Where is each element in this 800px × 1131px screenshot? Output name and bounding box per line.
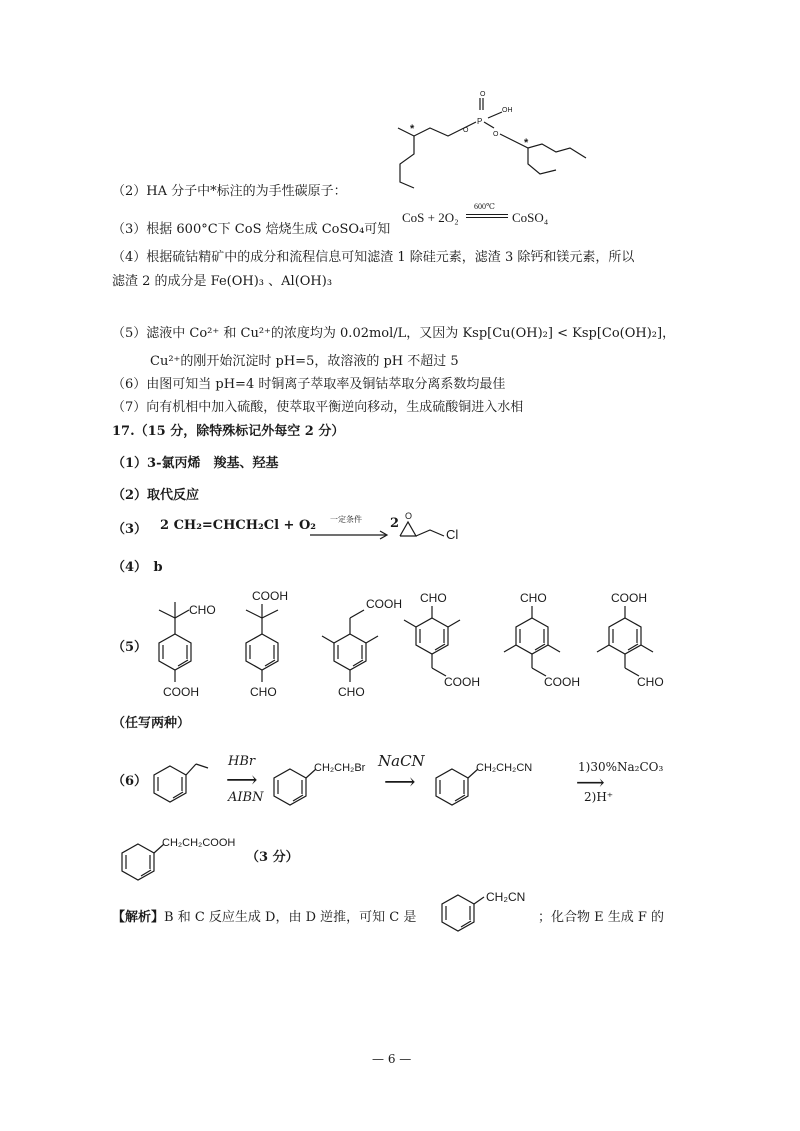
reagent-na2co3: 1)30%Na₂CO₃ <box>578 760 664 774</box>
epichlorohydrin-structure <box>398 508 478 548</box>
q17-part3-label: （3） <box>112 522 148 537</box>
reagent-aibn: AIBN <box>228 790 264 805</box>
isomer-1 <box>145 588 235 698</box>
bromo-group-label: CH₂CH₂Br <box>314 762 366 774</box>
analysis-text-2: ；化合物 E 生成 F 的 <box>538 910 665 925</box>
cho-label: CHO <box>250 685 277 699</box>
page-number: — 6 — <box>372 1052 412 1066</box>
cho-label: CHO <box>189 603 216 617</box>
nitrile-product-structure <box>432 755 572 809</box>
answer-5-line2: Cu²⁺的刚开始沉淀时 pH=5，故溶液的 pH 不超过 5 <box>150 354 459 369</box>
q17-part3-equation: 2 CH₂=CHCH₂Cl + O₂ <box>160 518 316 533</box>
answer-4-line2: 滤渣 2 的成分是 Fe(OH)₃ 、Al(OH)₃ <box>112 274 333 289</box>
q17-header: 17.（15 分，除特殊标记外每空 2 分） <box>112 424 345 439</box>
styrene-structure <box>150 752 220 806</box>
arrow-2: ⟶ <box>384 770 416 795</box>
cooh-label: COOH <box>252 589 288 603</box>
arrow-1: ⟶ <box>226 768 258 793</box>
phosphoryl-oxygen-label: O <box>480 91 486 98</box>
cos-equation-right: CoSO₄ <box>512 210 549 225</box>
cooh-label: COOH <box>544 675 580 689</box>
isomer-5 <box>492 588 592 698</box>
reagent-hbr: HBr <box>228 754 256 769</box>
answer-3: （3）根据 600°C下 CoS 焙烧生成 CoSO₄可知 <box>112 222 391 237</box>
cho-label: CHO <box>520 591 547 605</box>
reagent-acid: 2)H⁺ <box>584 790 614 804</box>
answer-7: （7）向有机相中加入硫酸，使萃取平衡逆向移动，生成硫酸铜进入水相 <box>112 400 524 415</box>
nitrile-group-label: CH₂CH₂CN <box>476 762 533 774</box>
cos-equation-left: CoS + 2O₂ <box>402 210 459 225</box>
c-group-label: CH₂CN <box>486 890 526 904</box>
equals-line-top <box>466 214 508 215</box>
q17-part5-note: （任写两种） <box>112 716 191 731</box>
chloro-label: Cl <box>446 527 459 542</box>
cooh-label: COOH <box>444 675 480 689</box>
isomer-6 <box>585 588 685 698</box>
q17-part4: （4） b <box>112 560 163 575</box>
answer-4-line1: （4）根据硫钴精矿中的成分和流程信息可知滤渣 1 除硅元素，滤渣 3 除钙和镁元素，所以 <box>112 250 635 265</box>
analysis-line <box>112 906 416 925</box>
cooh-label: COOH <box>611 591 647 605</box>
cho-label: CHO <box>420 591 447 605</box>
equals-line-bottom <box>466 217 508 218</box>
svg-text:O: O <box>405 511 413 521</box>
acid-group-label: CH₂CH₂COOH <box>162 837 236 849</box>
q17-part3-condition: 一定条件 <box>330 515 362 524</box>
cho-label: CHO <box>637 675 664 689</box>
q17-part2: （2）取代反应 <box>112 488 200 503</box>
q17-part3-coefficient: 2 <box>390 516 400 531</box>
cooh-label: COOH <box>163 685 199 699</box>
analysis-text-1: B 和 C 反应生成 D，由 D 逆推，可知 C 是 <box>164 910 417 925</box>
ester-oxygen-left-label: O <box>463 127 469 134</box>
answer-5-line1: （5）滤液中 Co²⁺ 和 Cu²⁺的浓度均为 0.02mol/L，又因为 Ksp[Cu(OH)₂] < Ksp[Co(OH)₂]， <box>112 326 676 341</box>
cooh-label: COOH <box>366 597 402 611</box>
q17-part5-label: （5） <box>112 640 148 655</box>
isomer-4 <box>392 588 492 698</box>
chiral-star-left: * <box>410 123 415 135</box>
reaction-arrow-3 <box>310 530 390 540</box>
answer-6: （6）由图可知当 pH=4 时铜离子萃取率及铜钴萃取分离系数均最佳 <box>112 377 506 392</box>
isomer-2 <box>232 584 322 698</box>
arrow-3: ⟶ <box>576 770 605 794</box>
analysis-prefix: 【解析】 <box>112 910 165 925</box>
q17-part6-score: （3 分） <box>246 850 299 865</box>
cos-equation-condition: 600℃ <box>474 202 495 211</box>
answer-2: （2）HA 分子中*标注的为手性碳原子： <box>112 184 347 199</box>
chiral-star-right: * <box>524 137 529 149</box>
hydroxyl-label: OH <box>502 107 513 114</box>
cho-label: CHO <box>338 685 365 699</box>
reagent-nacn: NaCN <box>378 752 425 770</box>
ha-structure <box>380 88 600 188</box>
q17-part1: （1）3-氯丙烯 羧基、羟基 <box>112 456 279 471</box>
ester-oxygen-right-label: O <box>493 131 499 138</box>
phosphorus-label: P <box>477 117 483 126</box>
q17-part6-label: （6） <box>112 774 148 789</box>
